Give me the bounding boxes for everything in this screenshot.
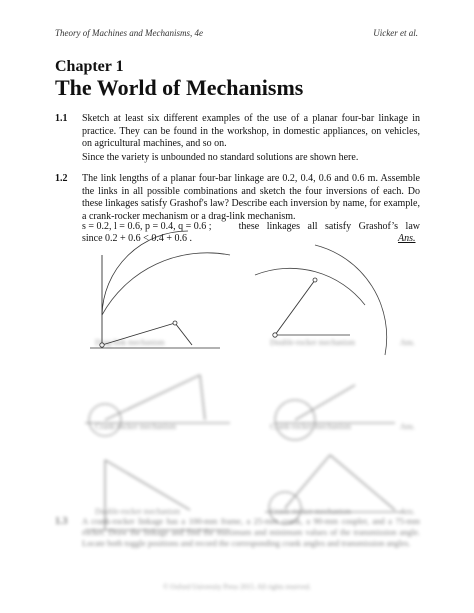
answer-mark: Ans. (398, 233, 416, 244)
problem-1-1-number: 1.1 (55, 113, 68, 124)
solution-statement: these linkages all satisfy Grashof’s law (238, 221, 420, 232)
header-book-title: Theory of Machines and Mechanisms, 4e (55, 28, 203, 38)
ans-mark-1: Ans. (400, 338, 415, 347)
problem-1-3-number: 1.3 (55, 516, 68, 527)
problem-1-2-number: 1.2 (55, 173, 68, 184)
solution-inequality: since 0.2 + 0.6 < 0.4 + 0.6 . (82, 233, 192, 244)
header-authors: Uicker et al. (373, 28, 418, 38)
caption-1: Drag-link mechanism (95, 338, 165, 347)
copyright-footer: © Oxford University Press 2015. All rights reserved. (163, 583, 311, 591)
problem-1-2-text: The link lengths of a planar four-bar linkage are 0.2, 0.4, 0.6 and 0.6 m. Assemble the links in all possible combinations and sketch the four inversions of each. Do these linkages satisfy Grashof's law? Describe each inversion by name, for example, a crank-rocker mechanism or a drag-link mechanism. (82, 173, 420, 222)
caption-2: Double-rocker mechanism (270, 338, 356, 347)
caption-3: Crank-rocker mechanism (95, 422, 177, 431)
ans-mark-2: Ans. (400, 422, 415, 431)
problem-1-1-text: Sketch at least six different examples of the use of a planar four-bar linkage in practice. They can be found in the workshop, in domestic appliances, on vehicles, on agricultural machines, and so on. (82, 113, 420, 149)
solution-parameters: s = 0.2, l = 0.6, p = 0.4, q = 0.6 ; (82, 221, 212, 232)
chapter-title: The World of Mechanisms (55, 75, 304, 100)
chapter-number: Chapter 1 (55, 58, 124, 75)
caption-5: Double-rocker mechanism (95, 507, 181, 516)
caption-6: Crank-rocker mechanism (270, 507, 352, 516)
crank-rocker-diagram-1 (80, 365, 260, 455)
caption-4: Crank-rocker mechanism (270, 422, 352, 431)
ans-mark-3: Ans. (400, 507, 415, 516)
crank-rocker-diagram-2 (255, 365, 435, 455)
figure-region (70, 245, 430, 545)
problem-1-1-note: Since the variety is unbounded no standard solutions are shown here. (82, 152, 359, 163)
problem-1-3-text: A crank-rocker linkage has a 100-mm frame, a 25-mm crank, a 90-mm coupler, and a 75-mm rocker. Draw the linkage and find the maximum and minimum values of the transmission angle. Locate both toggle positions and record the corresponding crank angles and transmission angles. (82, 516, 420, 548)
